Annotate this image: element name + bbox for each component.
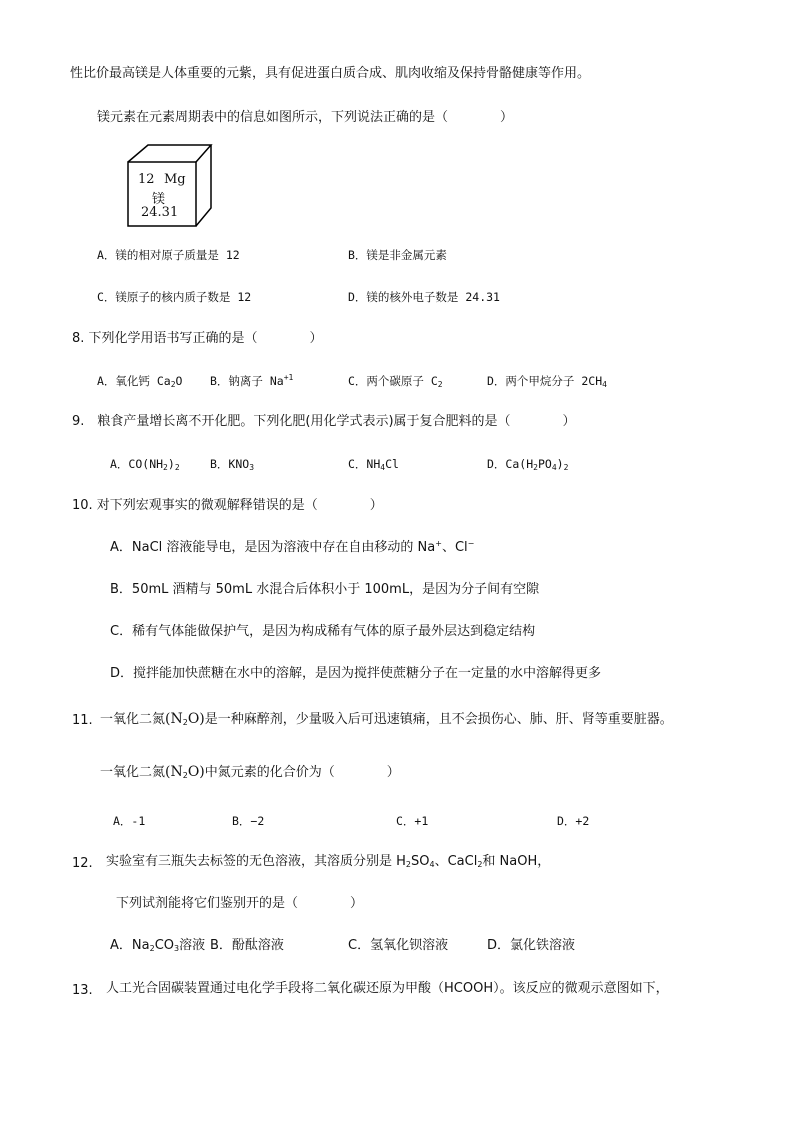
q10-stem: 10. 对下列宏观事实的微观解释错误的是（ ） <box>72 498 383 513</box>
q13-number: 13. <box>72 983 93 998</box>
q8-option-a: A．氧化钙 $Ca_2O$ <box>97 374 183 389</box>
q9-option-b: B．$KNO_3$ <box>210 457 255 472</box>
q8-option-c: C．两个碳原子 $C_2$ <box>348 374 443 389</box>
q7-option-d: D．镁的核外电子数是 24.31 <box>348 290 500 304</box>
q9-option-c: C．$NH_4Cl$ <box>348 457 399 472</box>
q7-option-b: B．镁是非金属元素 <box>348 248 447 262</box>
q12-option-b: B．酚酞溶液 <box>210 938 284 953</box>
q8-stem: 8. 下列化学用语书写正确的是（ ） <box>72 331 323 346</box>
q7-option-c: C．镁原子的核内质子数是 12 <box>97 290 252 304</box>
q11-question: 一氧化二氮$(N_2O)$中氮元素的化合价为（ ） <box>100 764 400 780</box>
q11-stem: 一氧化二氮$(N_2O)$是一种麻醉剂，少量吸入后可迅速镇痛，且不会损伤心、肺、肝、肾等重要脏器。 <box>100 711 673 727</box>
atomic-number: 12 <box>138 172 155 187</box>
q13-stem: 人工光合固碳装置通过电化学手段将二氧化碳还原为甲酸（HCOOH）。该反应的微观示意图如下， <box>106 981 669 996</box>
q7-option-a: A．镁的相对原子质量是 12 <box>97 248 240 262</box>
q10-option-c: C．稀有气体能做保护气，是因为构成稀有气体的原子最外层达到稳定结构 <box>110 624 536 639</box>
q12-stem: 实验室有三瓶失去标签的无色溶液，其溶质分别是 $H_2SO_4$、CaCl$_2$和 NaOH， <box>106 854 551 869</box>
q11-option-a: A．-1 <box>113 814 146 828</box>
q11-option-d: D．+2 <box>557 814 590 828</box>
element-name: 镁 <box>152 192 166 207</box>
q9-stem: 9. 粮食产量增长离不开化肥。下列化肥(用化学式表示)属于复合肥料的是（ ） <box>72 414 576 429</box>
q12-option-d: D．氯化铁溶液 <box>487 938 576 953</box>
q8-option-b: B．钠离子 $Na^{+1}$ <box>210 373 294 388</box>
q12-number: 12. <box>72 856 93 871</box>
q12-option-a: A．$Na_2CO_3$溶液 <box>110 938 206 953</box>
intro-text: 性比价最高镁是人体重要的元紫，具有促进蛋白质合成、肌肉收缩及保持骨骼健康等作用。 <box>70 66 591 81</box>
q12-option-c: C．氢氧化钡溶液 <box>348 938 449 953</box>
atomic-mass: 24.31 <box>141 205 179 220</box>
q12-question: 下列试剂能将它们鉴别开的是（ ） <box>116 896 364 911</box>
q9-option-a: A．$CO(NH_2)_2$ <box>110 457 180 472</box>
q10-option-d: D．搅拌能加快蔗糖在水中的溶解，是因为搅拌使蔗糖分子在一定量的水中溶解得更多 <box>110 666 602 681</box>
element-cell-magnesium <box>122 142 218 232</box>
q8-option-d: D．两个甲烷分子 $2CH_4$ <box>487 374 607 389</box>
q11-number: 11. <box>72 713 93 728</box>
q10-option-a: A．NaCl 溶液能导电，是因为溶液中存在自由移动的 Na+、Cl− <box>110 539 475 555</box>
q11-option-c: C．+1 <box>396 814 429 828</box>
q10-option-b: B．50mL 酒精与 50mL 水混合后体积小于 100mL，是因为分子间有空隙 <box>110 582 540 597</box>
q9-option-d: D．$Ca(H_2PO_4)_2$ <box>487 457 569 472</box>
element-symbol: Mg <box>164 172 186 187</box>
q11-option-b: B．−2 <box>232 814 265 828</box>
q7-stem: 镁元素在元素周期表中的信息如图所示，下列说法正确的是（ ） <box>97 110 514 125</box>
